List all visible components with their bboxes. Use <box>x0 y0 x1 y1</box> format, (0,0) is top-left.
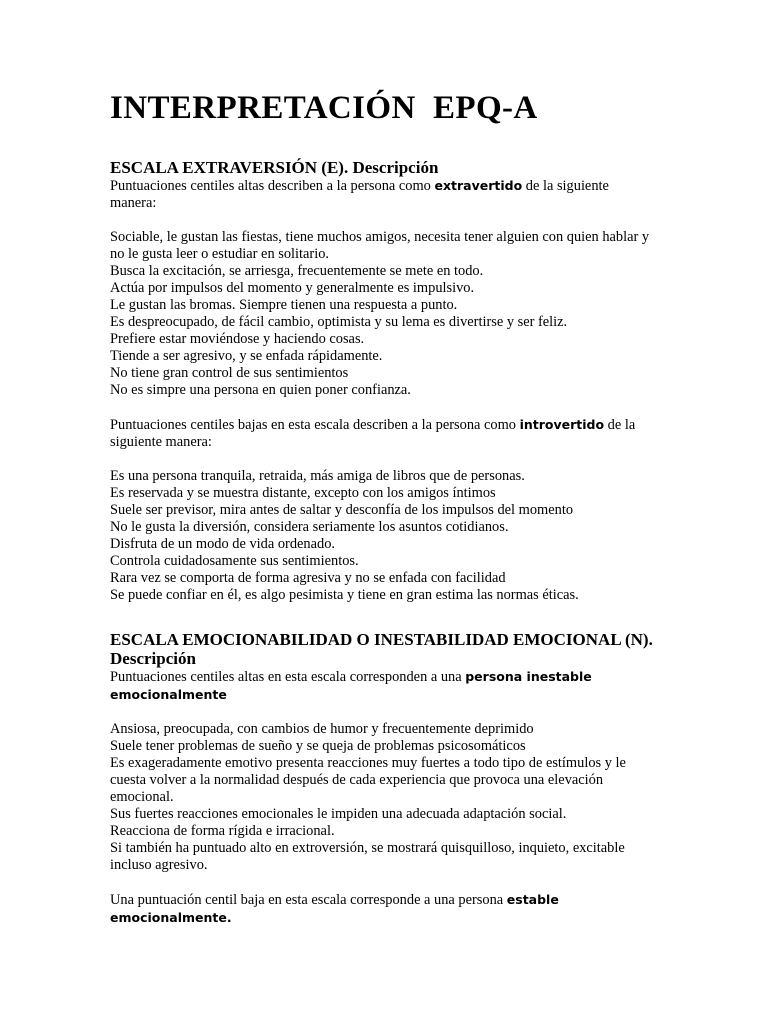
extraversion-low-intro <box>110 416 658 451</box>
trait-line: Suele tener problemas de sueño y se queja de problemas psicosomáticos <box>110 738 526 754</box>
trait-line: Controla cuidadosamente sus sentimientos. <box>110 553 359 569</box>
trait-line: Si también ha puntuado alto en extroversión, se mostrará quisquilloso, inquieto, excitable incluso agresivo. <box>110 840 625 873</box>
keyword-inestable: persona inestable emocionalmente <box>110 669 592 702</box>
neuroticism-low-intro <box>110 891 658 927</box>
neuroticism-high-intro <box>110 668 658 704</box>
trait-line: No le gusta la diversión, considera seriamente los asuntos cotidianos. <box>110 519 509 535</box>
keyword-extravertido: extravertido <box>434 178 523 193</box>
keyword-introvertido: introvertido <box>519 417 605 432</box>
section-heading-neuroticism: ESCALA EMOCIONABILIDAD O INESTABILIDAD EMOCIONAL (N). Descripción <box>110 630 653 668</box>
trait-line: Actúa por impulsos del momento y generalmente es impulsivo. <box>110 280 475 296</box>
intro-text: Una puntuación centil baja en esta escala corresponde a una persona <box>110 892 507 908</box>
section-neuroticism <box>110 630 658 927</box>
document-page <box>110 86 658 927</box>
trait-line: Es una persona tranquila, retraida, más amiga de libros que de personas. <box>110 468 525 484</box>
trait-line: Es reservada y se muestra distante, excepto con los amigos íntimos <box>110 485 496 501</box>
trait-line: Sus fuertes reacciones emocionales le impiden una adecuada adaptación social. <box>110 806 567 822</box>
intro-text: Puntuaciones centiles altas en esta escala corresponden a una <box>110 669 466 685</box>
document-title: INTERPRETACIÓN EPQ-A <box>110 90 538 126</box>
keyword-estable: estable emocionalmente. <box>110 892 559 925</box>
trait-line: Es exageradamente emotivo presenta reacciones muy fuertes a todo tipo de estímulos y le cuesta volver a la normalidad después de cada experiencia que provoca una elevación emocional. <box>110 755 626 805</box>
trait-line: Disfruta de un modo de vida ordenado. <box>110 536 335 552</box>
trait-line: No tiene gran control de sus sentimientos <box>110 365 349 381</box>
trait-line: Sociable, le gustan las fiestas, tiene muchos amigos, necesita tener alguien con quien hablar y no le gusta leer o estudiar en solitario. <box>110 229 650 262</box>
trait-line: No es simpre una persona en quien poner confianza. <box>110 382 411 398</box>
extraversion-high-intro <box>110 177 658 212</box>
trait-line: Prefiere estar moviéndose y haciendo cosas. <box>110 331 365 347</box>
intro-text: de la siguiente manera: <box>110 178 609 211</box>
section-heading-extraversion: ESCALA EXTRAVERSIÓN (E). Descripción <box>110 158 439 177</box>
neuroticism-high-traits <box>110 721 658 874</box>
trait-line: Rara vez se comporta de forma agresiva y no se enfada con facilidad <box>110 570 506 586</box>
trait-line: Ansiosa, preocupada, con cambios de humor y frecuentemente deprimido <box>110 721 534 737</box>
intro-text: Puntuaciones centiles bajas en esta escala describen a la persona como <box>110 417 520 433</box>
trait-line: Reacciona de forma rígida e irracional. <box>110 823 335 839</box>
extraversion-low-traits <box>110 468 658 604</box>
section-extraversion <box>110 158 658 604</box>
intro-text: de la siguiente manera: <box>110 417 636 450</box>
extraversion-high-traits <box>110 229 658 399</box>
trait-line: Le gustan las bromas. Siempre tienen una respuesta a punto. <box>110 297 458 313</box>
intro-text: Puntuaciones centiles altas describen a la persona como <box>110 178 435 194</box>
trait-line: Busca la excitación, se arriesga, frecuentemente se mete en todo. <box>110 263 484 279</box>
trait-line: Tiende a ser agresivo, y se enfada rápidamente. <box>110 348 383 364</box>
trait-line: Suele ser previsor, mira antes de saltar y desconfía de los impulsos del momento <box>110 502 574 518</box>
trait-line: Se puede confiar en él, es algo pesimista y tiene en gran estima las normas éticas. <box>110 587 579 603</box>
trait-line: Es despreocupado, de fácil cambio, optimista y su lema es divertirse y ser feliz. <box>110 314 568 330</box>
